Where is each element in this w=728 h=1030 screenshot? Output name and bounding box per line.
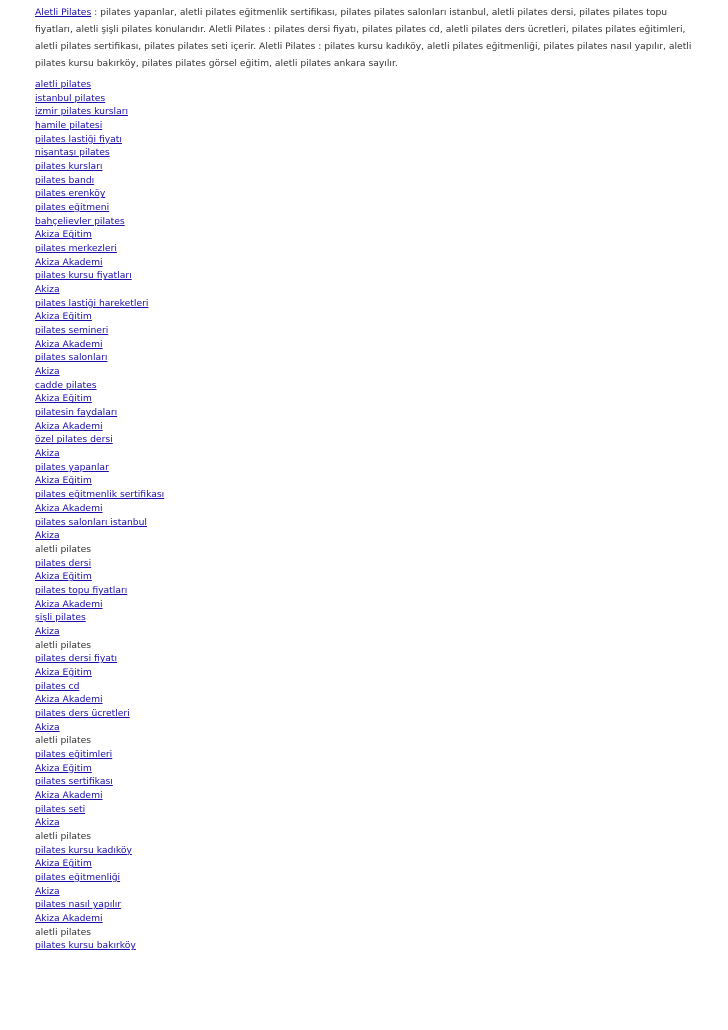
list-item-text: aletli pilates	[35, 926, 92, 938]
list-item	[35, 433, 695, 447]
list-item	[35, 803, 695, 817]
list-item	[35, 474, 695, 488]
list-item	[35, 748, 695, 762]
list-item	[35, 297, 695, 311]
list-item-text: aletli pilates	[35, 639, 92, 651]
list-item	[35, 775, 695, 789]
list-item	[35, 625, 695, 639]
list-item-link[interactable]: pilates merkezleri	[35, 243, 117, 255]
list-item	[35, 598, 695, 612]
list-item-link[interactable]: Akiza	[35, 625, 60, 637]
list-item-link[interactable]: pilates semineri	[35, 325, 109, 337]
list-item	[35, 529, 695, 543]
list-item	[35, 461, 695, 475]
list-item-link[interactable]: Akiza	[35, 284, 60, 296]
list-item-link[interactable]: Akiza Eğitim	[35, 393, 92, 405]
list-item-link[interactable]: Akiza Akademi	[35, 502, 103, 514]
list-item	[35, 666, 695, 680]
list-item-link[interactable]: Akiza Akademi	[35, 420, 103, 432]
list-item-link[interactable]: Akiza Eğitim	[35, 858, 92, 870]
list-item	[35, 639, 695, 653]
list-item-link[interactable]: Akiza	[35, 817, 60, 829]
list-item	[35, 830, 695, 844]
list-item	[35, 174, 695, 188]
list-item-link[interactable]: pilates salonları istanbul	[35, 516, 147, 528]
list-item	[35, 488, 695, 502]
list-item	[35, 939, 695, 953]
list-item	[35, 721, 695, 735]
list-item-link[interactable]: pilates kursu fiyatları	[35, 270, 132, 282]
list-item-link[interactable]: pilates lastiği hareketleri	[35, 297, 149, 309]
list-item-link[interactable]: pilates cd	[35, 680, 80, 692]
list-item	[35, 680, 695, 694]
list-item-link[interactable]: Akiza Akademi	[35, 694, 103, 706]
list-item	[35, 242, 695, 256]
list-item	[35, 92, 695, 106]
list-item	[35, 201, 695, 215]
list-item-link[interactable]: pilates kursları	[35, 161, 103, 173]
list-item-link[interactable]: pilates erenköy	[35, 188, 106, 200]
list-item-link[interactable]: pilates dersi	[35, 557, 92, 569]
list-item-link[interactable]: aletli pilates	[35, 79, 92, 90]
list-item	[35, 105, 695, 119]
list-item-link[interactable]: pilates nasıl yapılır	[35, 899, 122, 911]
list-item	[35, 78, 695, 92]
list-item	[35, 160, 695, 174]
list-item-link[interactable]: pilates topu fiyatları	[35, 584, 128, 596]
list-item-link[interactable]: pilates eğitmeni	[35, 202, 110, 214]
list-item-link[interactable]: pilates ders ücretleri	[35, 707, 130, 719]
list-item	[35, 283, 695, 297]
list-item	[35, 543, 695, 557]
list-item-link[interactable]: Akiza Eğitim	[35, 666, 92, 678]
list-item-link[interactable]: pilates dersi fiyatı	[35, 653, 118, 665]
list-item	[35, 502, 695, 516]
list-item	[35, 420, 695, 434]
list-item	[35, 351, 695, 365]
list-item-link[interactable]: şişli pilates	[35, 612, 86, 624]
list-item	[35, 256, 695, 270]
list-item-link[interactable]: pilates kursu bakırköy	[35, 940, 136, 952]
list-item-link[interactable]: nişantaşı pilates	[35, 147, 110, 159]
list-item-link[interactable]: istanbul pilates	[35, 92, 106, 104]
list-item-link[interactable]: pilates yapanlar	[35, 461, 109, 473]
list-item-link[interactable]: cadde pilates	[35, 379, 97, 391]
list-item	[35, 406, 695, 420]
list-item	[35, 557, 695, 571]
list-item	[35, 611, 695, 625]
list-item	[35, 447, 695, 461]
list-item	[35, 310, 695, 324]
list-item-link[interactable]: pilates salonları	[35, 352, 108, 364]
intro-paragraph	[35, 0, 695, 72]
list-item-link[interactable]: Akiza Eğitim	[35, 762, 92, 774]
list-item	[35, 789, 695, 803]
list-item-link[interactable]: Akiza Eğitim	[35, 571, 92, 583]
list-item	[35, 857, 695, 871]
list-item-link[interactable]: özel pilates dersi	[35, 434, 113, 446]
list-item	[35, 338, 695, 352]
list-item-link[interactable]: pilates seti	[35, 803, 86, 815]
list-item	[35, 816, 695, 830]
list-item	[35, 215, 695, 229]
list-item	[35, 516, 695, 530]
link-list	[35, 78, 695, 953]
intro-text: : pilates yapanlar, aletli pilates eğitmenlik sertifikası, pilates pilates salonları istanbul, aletli pilates dersi, pilates pilates topu fiyatları, aletli şişli pilates konularıdır. Aletli Pilates : pilates dersi fiyatı, pilates pilates cd, aletli pilates ders ücretleri, pilates pilates eğitimleri, aletli pilates sertifikası, pilates pilates seti içerir. Aletli Pilates : pilates kursu kadıköy, aletli pilates eğitmenliği, pilates pilates nasıl yapılır, aletli pilates kursu bakırköy, pilates pilates görsel eğitim, aletli pilates ankara sayılır.	[35, 7, 692, 69]
list-item	[35, 584, 695, 598]
list-item	[35, 324, 695, 338]
list-item	[35, 269, 695, 283]
list-item-link[interactable]: pilates bandı	[35, 174, 95, 186]
list-item	[35, 844, 695, 858]
list-item-text: aletli pilates	[35, 543, 92, 555]
list-item-link[interactable]: Akiza	[35, 721, 60, 733]
list-item	[35, 392, 695, 406]
list-item	[35, 228, 695, 242]
list-item	[35, 570, 695, 584]
list-item	[35, 734, 695, 748]
list-item-link[interactable]: pilates eğitimleri	[35, 748, 113, 760]
list-item	[35, 133, 695, 147]
list-item	[35, 365, 695, 379]
list-item-link[interactable]: Akiza Eğitim	[35, 229, 92, 241]
list-item	[35, 885, 695, 899]
list-item-link[interactable]: Akiza	[35, 448, 60, 460]
list-item-link[interactable]: Akiza	[35, 366, 60, 378]
list-item	[35, 762, 695, 776]
list-item-link[interactable]: Akiza	[35, 885, 60, 897]
list-item	[35, 146, 695, 160]
list-item-link[interactable]: Akiza	[35, 530, 60, 542]
list-item-link[interactable]: pilates eğitmenliği	[35, 871, 121, 883]
list-item-link[interactable]: pilates sertifikası	[35, 776, 113, 788]
list-item-link[interactable]: Akiza Akademi	[35, 256, 103, 268]
list-item	[35, 871, 695, 885]
list-item-link[interactable]: Akiza Akademi	[35, 789, 103, 801]
list-item	[35, 187, 695, 201]
list-item-link[interactable]: Akiza Akademi	[35, 338, 103, 350]
list-item	[35, 379, 695, 393]
intro-title-link[interactable]: Aletli Pilates	[35, 7, 92, 18]
list-item	[35, 693, 695, 707]
list-item-link[interactable]: pilates lastiği fiyatı	[35, 133, 122, 145]
list-item-link[interactable]: hamile pilatesi	[35, 120, 103, 132]
list-item-link[interactable]: pilates eğitmenlik sertifikası	[35, 489, 165, 501]
list-item-link[interactable]: pilatesin faydaları	[35, 407, 118, 419]
list-item-link[interactable]: Akiza Akademi	[35, 912, 103, 924]
list-item-link[interactable]: Akiza Akademi	[35, 598, 103, 610]
list-item-text: aletli pilates	[35, 735, 92, 747]
list-item-link[interactable]: Akiza Eğitim	[35, 475, 92, 487]
list-item	[35, 119, 695, 133]
list-item	[35, 898, 695, 912]
list-item	[35, 912, 695, 926]
list-item-link[interactable]: izmir pilates kursları	[35, 106, 129, 118]
list-item	[35, 652, 695, 666]
list-item	[35, 926, 695, 940]
list-item-link[interactable]: Akiza Eğitim	[35, 311, 92, 323]
list-item-link[interactable]: pilates kursu kadıköy	[35, 844, 132, 856]
document-page	[35, 0, 695, 953]
list-item-link[interactable]: bahçelievler pilates	[35, 215, 125, 227]
list-item-text: aletli pilates	[35, 830, 92, 842]
list-item	[35, 707, 695, 721]
